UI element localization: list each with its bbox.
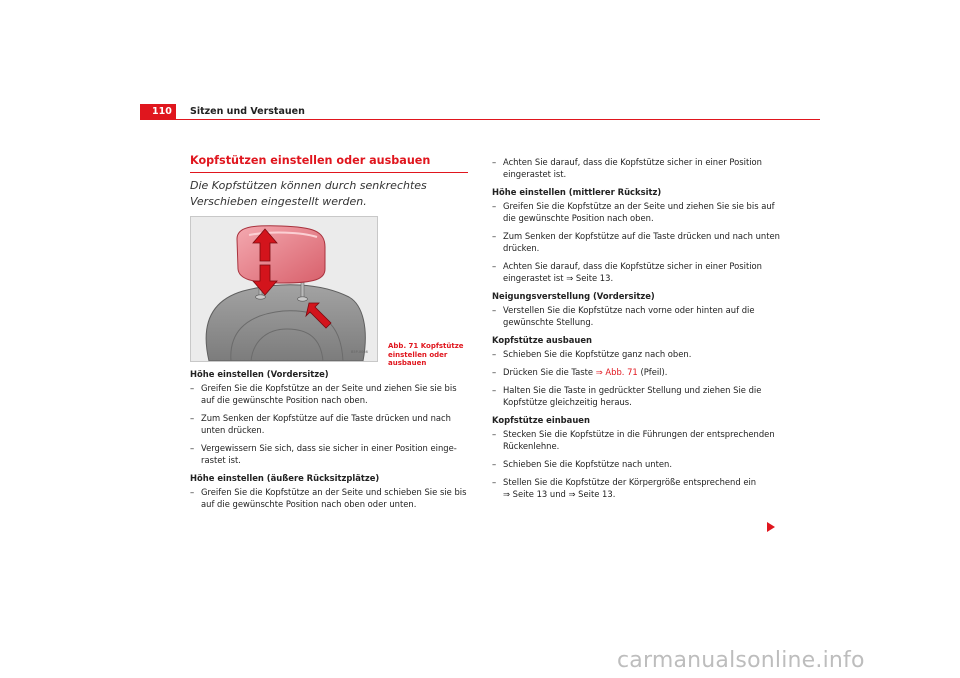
next-page-arrow-icon [767,522,775,532]
headrest-drawing [191,217,377,361]
page-reference-link[interactable]: ⇒ Seite 13. [566,273,614,283]
list-item: – Zum Senken der Kopfstütze auf die Taste drücken und nach unten drücken. [190,412,468,436]
section-intro: Die Kopfstützen können durch senkrechtes Verschieben eingestellt werden. [190,179,427,208]
subheading-middle-rear-height: Höhe einstellen (mittlerer Rücksitz) [492,187,662,197]
list-item: – Vergewissern Sie sich, dass sie sicher in einer Position einge-rastet ist. [190,442,468,466]
page-reference-link[interactable]: ⇒ Seite 13 und ⇒ Seite 13. [503,489,616,499]
list-item [492,366,782,378]
left-column [190,154,468,516]
list-item: – Verstellen Sie die Kopfstütze nach vorne oder hinten auf die gewünschte Stellung. [492,304,782,328]
figure-reference-link[interactable]: ⇒ Abb. 71 [595,367,638,377]
list-item [492,476,782,500]
chapter-title: Sitzen und Verstauen [190,106,305,117]
list-item: – Greifen Sie die Kopfstütze an der Seite und ziehen Sie sie bis auf die gewünschte Position nach oben. [190,382,468,406]
section-title: Kopfstützen einstellen oder ausbauen [190,154,468,173]
list-item: – Greifen Sie die Kopfstütze an der Seite und schieben Sie sie bis auf die gewünschte Position nach oben oder unten. [190,486,468,510]
figure-code: B5P-0066 [351,350,368,354]
watermark: carmanualsonline.info [617,648,865,673]
list-item: – Zum Senken der Kopfstütze auf die Taste drücken und nach unten drücken. [492,230,782,254]
list-item: – Greifen Sie die Kopfstütze an der Seite und ziehen Sie sie bis auf die gewünschte Position nach oben. [492,200,782,224]
list-item: – Stecken Sie die Kopfstütze in die Führungen der entsprechenden Rückenlehne. [492,428,782,452]
subheading-outer-rear-height: Höhe einstellen (äußere Rücksitzplätze) [190,473,380,483]
right-column [492,154,782,506]
item-text: (Pfeil). [640,367,668,377]
item-text: Achten Sie darauf, dass die Kopfstütze sicher in einer Position eingerastet ist [503,261,762,283]
list-item [492,260,782,284]
header-rule-left [140,119,176,120]
subheading-front-height: Höhe einstellen (Vordersitze) [190,369,329,379]
page-number: 110 [140,104,176,120]
header-rule [176,119,820,120]
list-item: – Achten Sie darauf, dass die Kopfstütze sicher in einer Position eingerastet ist. [492,156,782,180]
list-item: – Schieben Sie die Kopfstütze ganz nach oben. [492,348,782,360]
subheading-tilt: Neigungsverstellung (Vordersitze) [492,291,655,301]
figure-caption: Abb. 71 Kopfstütze einstellen oder ausbauen [388,342,464,368]
subheading-remove: Kopfstütze ausbauen [492,335,593,345]
list-item: – Schieben Sie die Kopfstütze nach unten. [492,458,782,470]
figure-block [190,216,468,366]
headrest-illustration [190,216,378,362]
list-item: – Halten Sie die Taste in gedrückter Stellung und ziehen Sie die Kopfstütze gleichzeitig heraus. [492,384,782,408]
item-text: Drücken Sie die Taste [503,367,594,377]
subheading-install: Kopfstütze einbauen [492,415,590,425]
item-text: Stellen Sie die Kopfstütze der Körpergröße entsprechend ein [503,477,757,487]
